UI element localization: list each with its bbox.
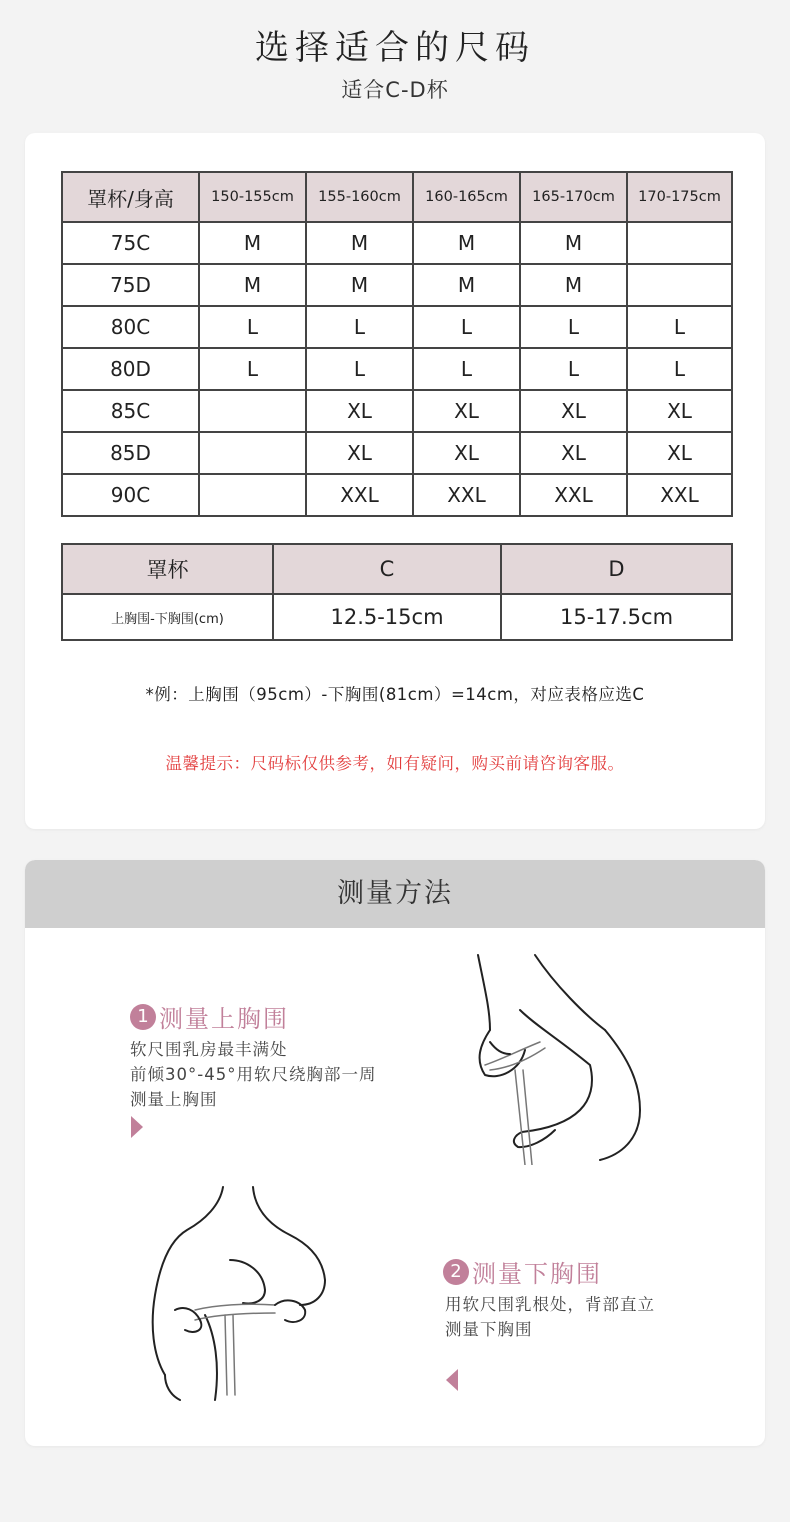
table-row — [62, 306, 732, 348]
size-table-column-header: 160-165cm — [413, 172, 520, 222]
row-label: 75D — [62, 264, 199, 306]
size-cell: L — [627, 348, 732, 390]
size-cell: M — [413, 264, 520, 306]
size-chart-card — [25, 133, 765, 829]
size-cell — [199, 474, 306, 516]
measure-banner: 测量方法 — [25, 860, 765, 928]
size-cell: XXL — [413, 474, 520, 516]
step2-arrow-icon — [446, 1369, 458, 1391]
row-label: 85D — [62, 432, 199, 474]
table-row — [62, 594, 732, 640]
step1-line: 软尺围乳房最丰满处 — [130, 1040, 288, 1059]
size-cell: M — [413, 222, 520, 264]
size-cell: M — [520, 222, 627, 264]
step1-number-badge: 1 — [130, 1004, 156, 1030]
table-row — [62, 348, 732, 390]
cup-table-header-row — [62, 544, 732, 594]
step1-description — [130, 1037, 376, 1112]
size-cell: M — [199, 264, 306, 306]
step2-description — [445, 1292, 655, 1342]
table-row — [62, 432, 732, 474]
cup-table-header: D — [501, 544, 732, 594]
size-cell: XXL — [627, 474, 732, 516]
row-label: 85C — [62, 390, 199, 432]
tip-text: 温馨提示：尺码标仅供参考，如有疑问，购买前请咨询客服。 — [165, 754, 625, 773]
step1-title — [130, 999, 289, 1034]
size-cell — [627, 222, 732, 264]
step2-title — [443, 1254, 602, 1289]
size-cell: M — [199, 222, 306, 264]
measure-method-card — [25, 860, 765, 1446]
size-cell — [199, 390, 306, 432]
size-cell — [199, 432, 306, 474]
step2-line: 测量下胸围 — [445, 1320, 533, 1339]
row-label: 75C — [62, 222, 199, 264]
step2-title-text: 测量下胸围 — [472, 1260, 602, 1288]
size-cell: L — [520, 306, 627, 348]
cup-row-label: 上胸围-下胸围(cm) — [62, 594, 273, 640]
cup-cell: 12.5-15cm — [273, 594, 501, 640]
size-cell: XL — [413, 390, 520, 432]
size-cell: L — [306, 306, 413, 348]
page-title: 选择适合的尺码 — [255, 28, 535, 68]
under-bust-illustration-icon — [135, 1185, 355, 1405]
size-cell: L — [627, 306, 732, 348]
size-table-column-header: 165-170cm — [520, 172, 627, 222]
table-row — [62, 264, 732, 306]
cup-cell: 15-17.5cm — [501, 594, 732, 640]
size-cell: L — [413, 348, 520, 390]
step2-number-badge: 2 — [443, 1259, 469, 1285]
step1-line: 测量上胸围 — [130, 1090, 218, 1109]
size-cell: L — [413, 306, 520, 348]
step1-title-text: 测量上胸围 — [159, 1005, 289, 1033]
size-cell: L — [199, 348, 306, 390]
step2-line: 用软尺围乳根处，背部直立 — [445, 1295, 655, 1314]
size-cell: XXL — [520, 474, 627, 516]
row-label: 80D — [62, 348, 199, 390]
size-cell: L — [306, 348, 413, 390]
step1-arrow-icon — [131, 1116, 143, 1138]
size-table — [61, 171, 733, 517]
cup-table — [61, 543, 733, 641]
size-cell: XL — [520, 432, 627, 474]
size-cell: XL — [627, 390, 732, 432]
size-table-column-header: 150-155cm — [199, 172, 306, 222]
step1-line: 前倾30°-45°用软尺绕胸部一周 — [130, 1065, 377, 1084]
size-cell — [627, 264, 732, 306]
size-cell: XL — [306, 390, 413, 432]
cup-table-header: 罩杯 — [62, 544, 273, 594]
size-cell: M — [306, 222, 413, 264]
cup-table-header: C — [273, 544, 501, 594]
size-table-header-row — [62, 172, 732, 222]
table-row — [62, 390, 732, 432]
table-row — [62, 474, 732, 516]
size-cell: XL — [306, 432, 413, 474]
example-text: *例：上胸围（95cm）-下胸围(81cm）=14cm，对应表格应选C — [145, 685, 645, 704]
row-label: 80C — [62, 306, 199, 348]
size-cell: XL — [413, 432, 520, 474]
size-cell: XL — [520, 390, 627, 432]
size-cell: M — [520, 264, 627, 306]
size-cell: L — [199, 306, 306, 348]
table-row — [62, 222, 732, 264]
page-subtitle: 适合C-D杯 — [341, 78, 449, 102]
size-cell: M — [306, 264, 413, 306]
size-table-corner: 罩杯/身高 — [62, 172, 199, 222]
upper-bust-illustration-icon — [460, 950, 690, 1165]
size-table-column-header: 170-175cm — [627, 172, 732, 222]
row-label: 90C — [62, 474, 199, 516]
size-cell: L — [520, 348, 627, 390]
size-cell: XXL — [306, 474, 413, 516]
size-table-column-header: 155-160cm — [306, 172, 413, 222]
size-cell: XL — [627, 432, 732, 474]
